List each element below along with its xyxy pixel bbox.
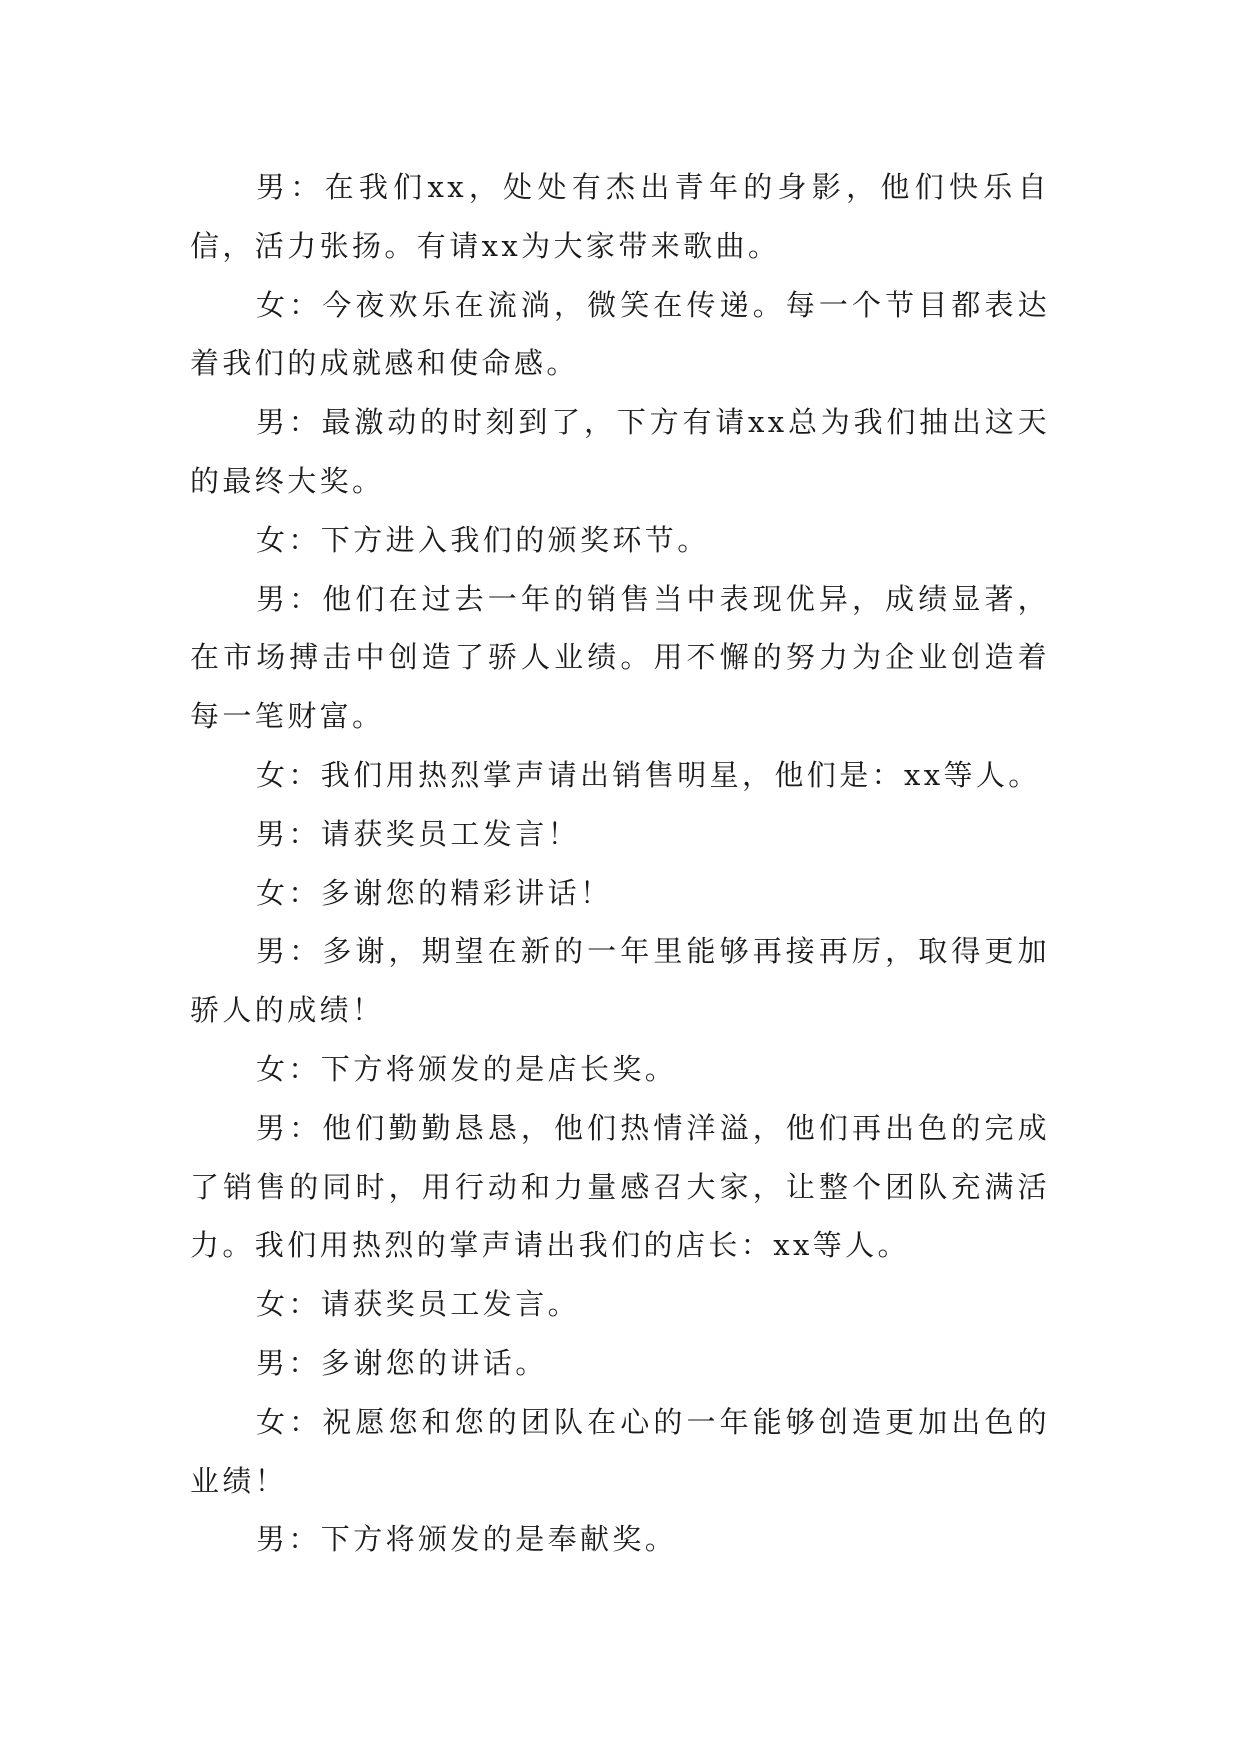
paragraph: 女：下方将颁发的是店长奖。 — [256, 1051, 678, 1086]
paragraph: 男：请获奖员工发言！ — [256, 816, 581, 851]
paragraph: 女：今夜欢乐在流淌，微笑在传递。每一个节目都表达着我们的成就感和使命感。 — [190, 287, 1050, 381]
paragraph: 男：他们勤勤恳恳，他们热情洋溢，他们再出色的完成了销售的同时，用行动和力量感召大家，让整个团队充满活力。我们用热烈的掌声请出我们的店长：xx等人。 — [190, 1110, 1050, 1263]
paragraph: 男：在我们xx，处处有杰出青年的身影，他们快乐自信，活力张扬。有请xx为大家带来歌曲。 — [190, 170, 1050, 263]
paragraph: 女：多谢您的精彩讲话！ — [256, 875, 613, 910]
paragraph: 男：最激动的时刻到了，下方有请xx总为我们抽出这天的最终大奖。 — [190, 405, 1050, 498]
document-body — [190, 158, 1050, 1569]
paragraph: 男：下方将颁发的是奉献奖。 — [256, 1522, 678, 1557]
paragraph: 女：我们用热烈掌声请出销售明星，他们是：xx等人。 — [256, 757, 1041, 792]
paragraph: 女：祝愿您和您的团队在心的一年能够创造更加出色的业绩！ — [190, 1404, 1050, 1498]
paragraph: 男：他们在过去一年的销售当中表现优异，成绩显著，在市场搏击中创造了骄人业绩。用不懈的努力为企业创造着每一笔财富。 — [190, 581, 1050, 734]
paragraph: 男：多谢您的讲话。 — [256, 1345, 548, 1380]
paragraph: 男：多谢，期望在新的一年里能够再接再厉，取得更加骄人的成绩！ — [190, 934, 1050, 1028]
paragraph: 女：请获奖员工发言。 — [256, 1287, 581, 1322]
paragraph: 女：下方进入我们的颁奖环节。 — [256, 522, 710, 557]
